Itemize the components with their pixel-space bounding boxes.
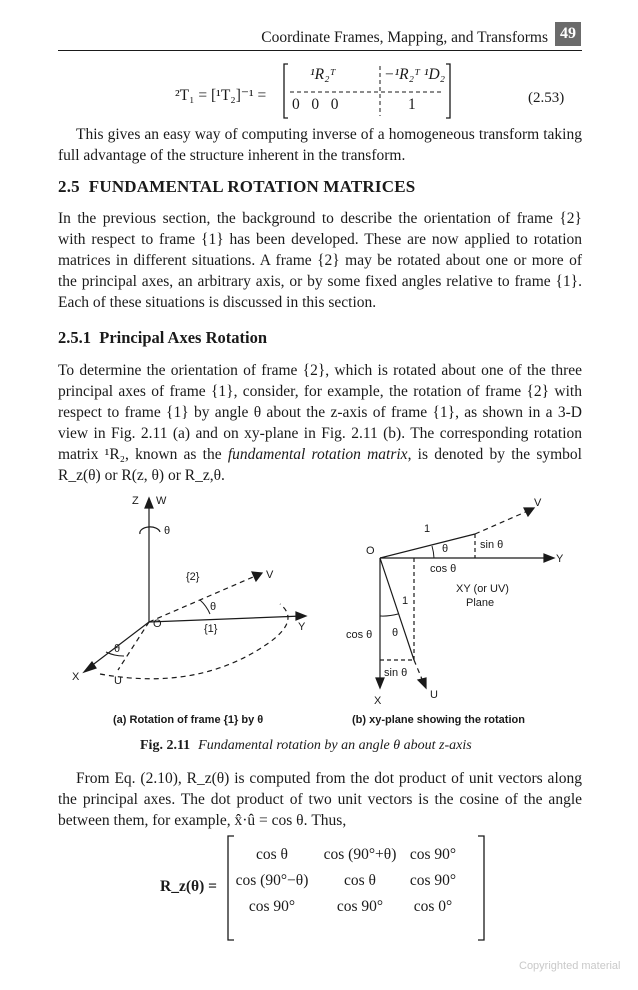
paragraph-4: From Eq. (2.10), R_z(θ) is computed from the dot product of unit vectors along the principal axes. The dot product of two unit vectors is the cosine of the angle between them, for example, x̂·û = cos θ. Thus, [58,770,582,829]
figure-a-label-theta-bottom: θ [114,643,121,655]
section-number: 2.5 [58,177,80,196]
matrix-cell-1-1: cos θ [256,846,288,863]
figure-b-label-u: U [430,689,438,701]
matrix-cell-3-1: cos 90° [248,898,296,915]
subsection-title: Principal Axes Rotation [99,328,267,347]
figure-b-label-sin-top: sin θ [480,539,504,551]
figure-a-caption: (a) Rotation of frame {1} by θ [113,714,264,726]
figure-a-label-z: Z [132,495,139,507]
figure-b-diagram [330,492,580,712]
figure-b-label-origin: O [366,545,375,557]
figure-a-label-frame1: {1} [204,623,218,635]
paragraph-3-text-a: To determine the orientation of frame {2}, which is rotated about one of the three principal axes of frame {1}, consider, for example, the rotation of frame {2} with respect to frame {1} by angle θ about the z-axis of frame {1}, as shown in a 3-D view in Fig. 2.11 (a) and on xy-plane in Fig. 2.11 (b). The corresponding rotation matrix ¹R₂, known as the [58,362,582,463]
matrix-cell-2-2: cos θ [344,872,376,889]
figure-a-label-v: V [266,569,274,581]
header-rule [58,50,582,51]
figure-b-label-plane-2: Plane [466,597,495,609]
figure-a-label-x: X [72,671,80,683]
figure-a-label-w: W [156,495,167,507]
subsection-number: 2.5.1 [58,328,91,347]
section-heading [58,177,415,197]
section-title: FUNDAMENTAL ROTATION MATRICES [88,177,416,196]
figure-a-label-theta-top: θ [164,525,171,537]
paragraph-3-emphasis: fundamental rotation matrix [227,446,408,463]
figure-b-label-one-top: 1 [424,523,431,535]
figure-caption [140,738,472,754]
running-head: Coordinate Frames, Mapping, and Transforms [261,29,548,46]
copyright-watermark: Copyrighted material [519,960,621,972]
figure-a-label-origin: O [153,618,162,630]
matrix-cell-2-3: cos 90° [409,872,457,889]
figure-a-label-u: U [114,675,122,687]
matrix-cell-3-3: cos 0° [413,898,453,915]
equation-253-top-right: −¹R₂ᵀ ¹D₂ [384,66,446,83]
figure-b-label-one-mid: 1 [402,595,409,607]
equation-253-bottom-left: 0 0 0 [292,96,339,113]
paragraph-1: This gives an easy way of computing inverse of a homogeneous transform taking full advantage of the structure inherent in the transform. [58,126,582,164]
matrix-cell-3-2: cos 90° [336,898,384,915]
figure-b-label-v: V [534,497,542,509]
figure-b-label-y: Y [556,553,564,565]
paragraph-3 [58,360,582,486]
figure-b-label-cos-left: cos θ [346,629,373,641]
figure-b-label-theta-top: θ [442,543,449,555]
figure-caption-text: Fundamental rotation by an angle θ about z-axis [198,738,472,753]
page-number: 49 [555,22,581,46]
figure-b-label-sin-lower: sin θ [384,667,408,679]
subsection-heading [58,328,267,348]
figure-caption-label: Fig. 2.11 [140,738,191,753]
figure-b-label-theta-lower: θ [392,627,399,639]
equation-253-bottom-right: 1 [408,96,416,113]
equation-253-lhs: ²T₁ = [¹T₂]⁻¹ = [175,87,267,104]
equation-253-top-left: ¹R₂ᵀ [310,66,336,83]
matrix-cell-2-1: cos (90°−θ) [235,872,309,889]
figure-b-caption: (b) xy-plane showing the rotation [352,714,525,726]
paragraph-3-text-b: , is denoted by the symbol R_z(θ) or R(z, θ) or R_z,θ. [58,446,582,484]
figure-a-label-y: Y [298,621,306,633]
figure-a-label-frame2: {2} [186,571,200,583]
matrix-cell-1-3: cos 90° [409,846,457,863]
figure-b-label-plane-1: XY (or UV) [456,583,509,595]
figure-a-label-theta-mid: θ [210,601,217,613]
paragraph-2: In the previous section, the background to describe the orientation of frame {2} with respect to frame {1} has been developed. These are now applied to rotation matrices in different situations. A frame {2} may be rotated about one or more of the principal axes, an arbitrary axis, or by some fixed angles relative to frame {1}. Each of these situations is discussed in this section. [58,210,582,311]
figure-b-label-cos-top: cos θ [430,563,457,575]
figure-b-label-x: X [374,695,382,707]
matrix-cell-1-2: cos (90°+θ) [323,846,397,863]
figure-a-diagram [70,492,320,692]
matrix-lhs: R_z(θ) = [160,878,217,895]
equation-number: (2.53) [528,90,565,106]
